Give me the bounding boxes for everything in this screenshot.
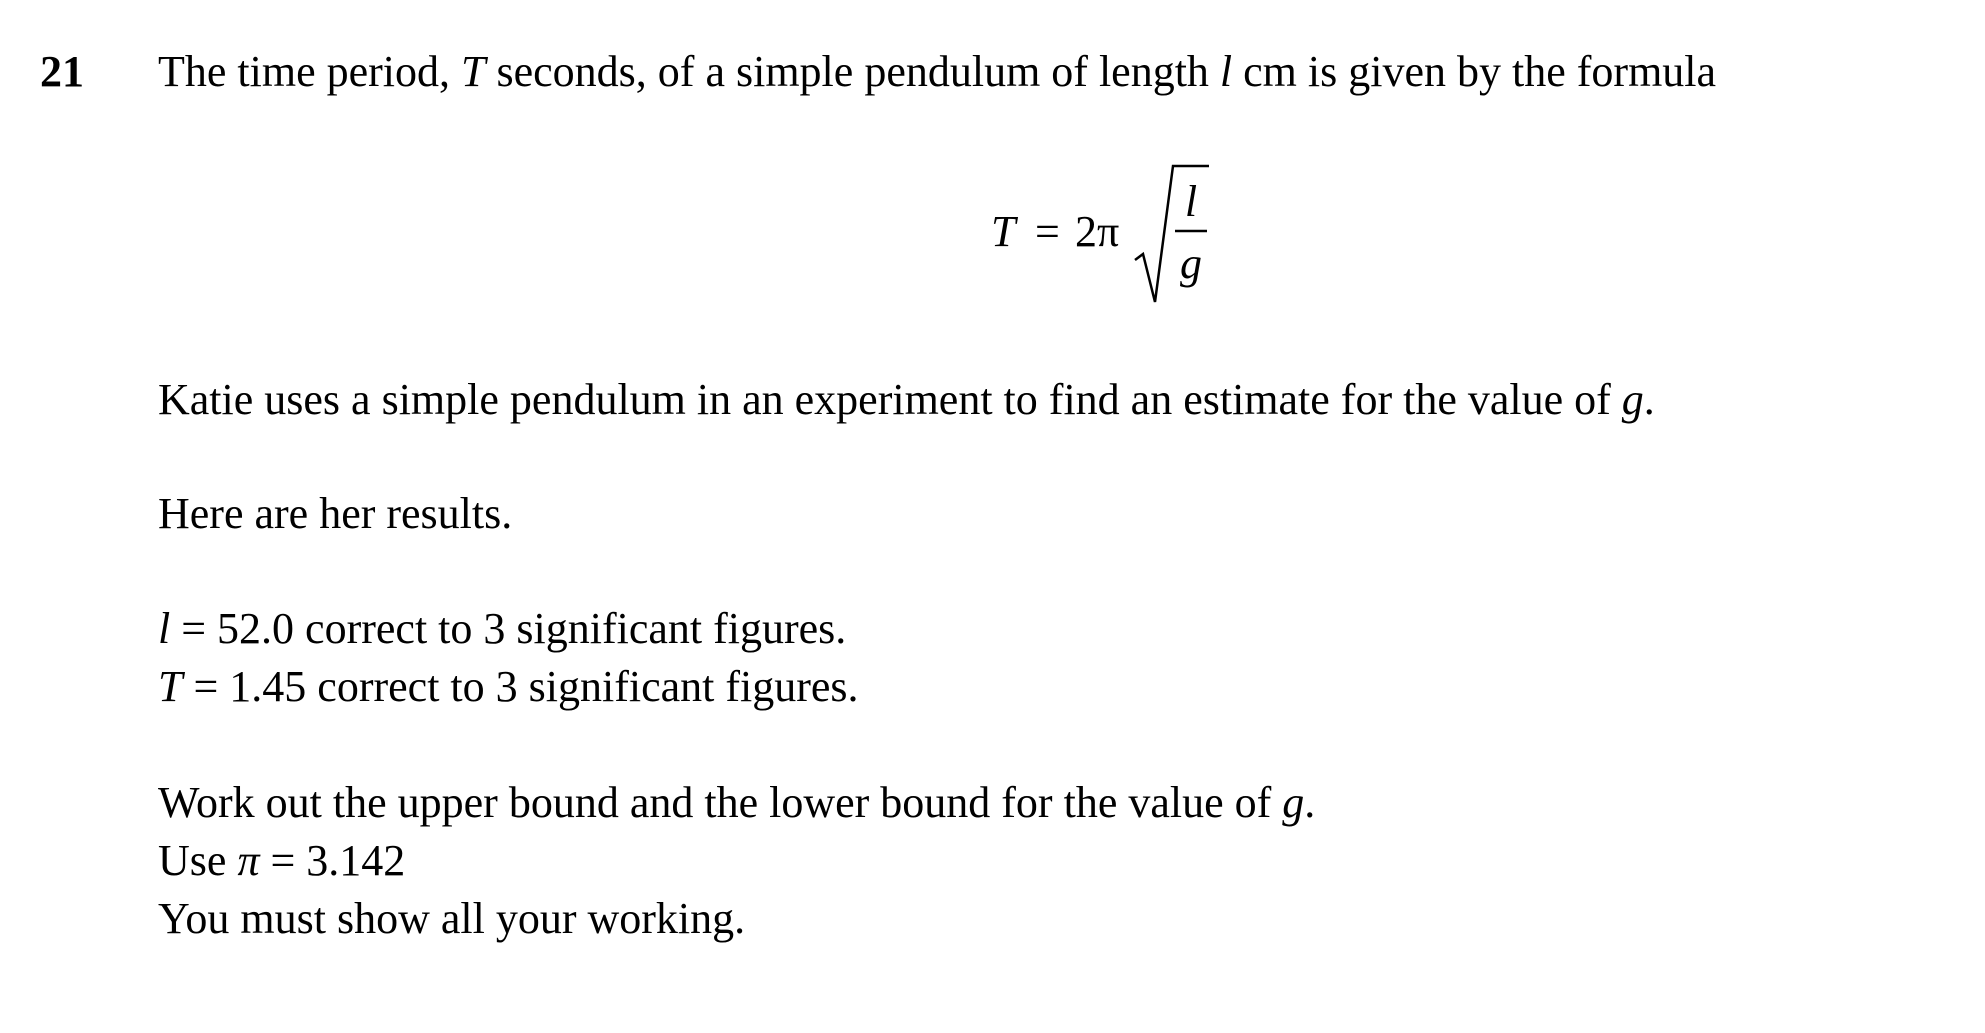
task-line-3: You must show all your working. (158, 894, 746, 943)
context-end: . (1643, 375, 1655, 424)
task-line-2 (158, 833, 405, 889)
result-period-text: = 1.45 correct to 3 significant figures. (182, 662, 859, 711)
task-text: Work out the upper bound and the lower bound for the value of (158, 778, 1283, 827)
variable-l: l (1219, 47, 1233, 96)
task-variable-g: g (1282, 778, 1305, 827)
pi-symbol: π (237, 836, 260, 885)
variable-T: T (461, 47, 486, 96)
result-length-text: = 52.0 correct to 3 significant figures. (170, 604, 847, 653)
question-number: 21 (40, 47, 84, 96)
context-line (158, 372, 1655, 428)
pi-value: = 3.142 (259, 836, 406, 885)
result-period (158, 659, 859, 715)
result-length (158, 601, 846, 657)
intro-text-2: seconds, of a simple pendulum of length (485, 47, 1220, 96)
results-intro: Here are her results. (158, 489, 513, 538)
variable-g: g (1621, 375, 1644, 424)
result-variable-l: l (158, 604, 171, 653)
formula-denominator: g (1180, 239, 1202, 288)
intro-text-3: cm is given by the formula (1232, 47, 1717, 96)
question-intro (158, 44, 1716, 100)
formula-numerator: l (1184, 177, 1198, 226)
task-line-1 (158, 775, 1315, 831)
formula-coefficient: 2π (1075, 207, 1120, 256)
result-variable-T: T (158, 662, 183, 711)
formula-lhs: T (991, 207, 1016, 256)
pendulum-formula (985, 156, 1215, 306)
intro-text-1: The time period, (158, 47, 462, 96)
formula-equals: = (1035, 207, 1060, 256)
task-end: . (1304, 778, 1316, 827)
context-text: Katie uses a simple pendulum in an experiment to find an estimate for the value of (158, 375, 1622, 424)
use-text: Use (158, 836, 238, 885)
